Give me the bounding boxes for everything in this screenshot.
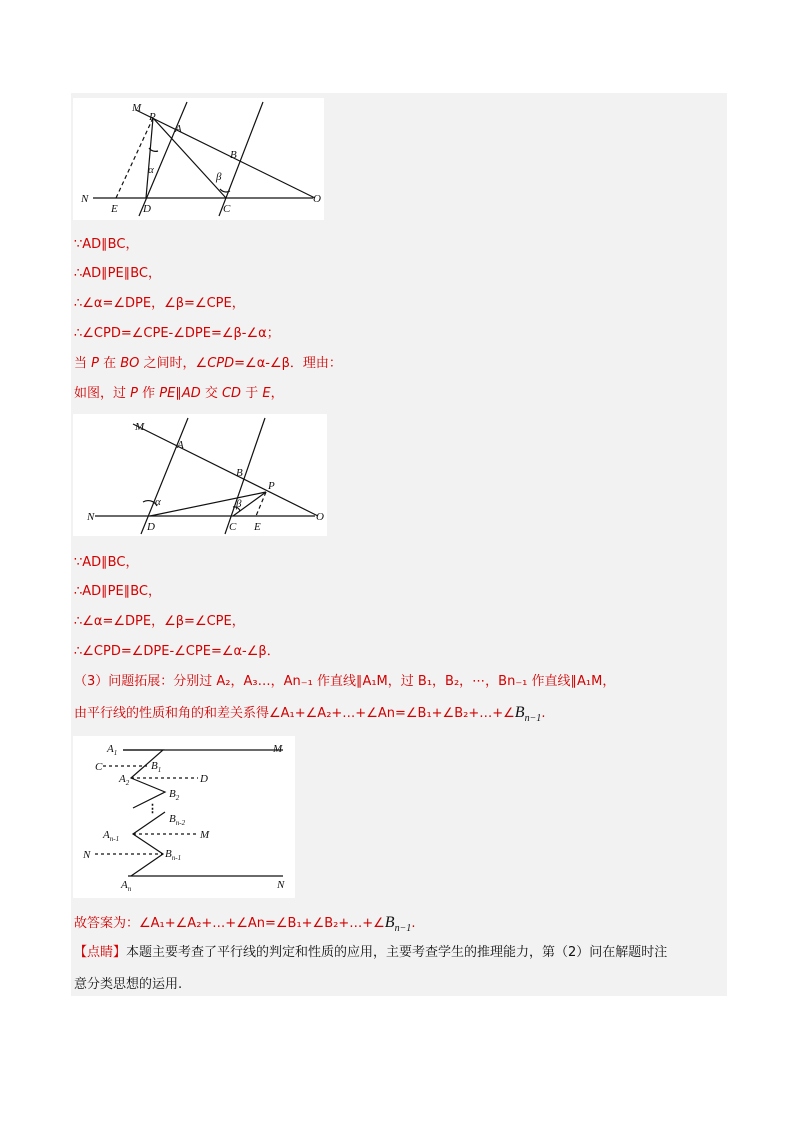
label-p: P bbox=[149, 111, 156, 123]
label-beta: β bbox=[236, 498, 242, 510]
label-p: P bbox=[268, 480, 275, 492]
line-ad bbox=[139, 102, 187, 216]
label-m: M bbox=[135, 421, 145, 433]
label-m-mid: M bbox=[200, 829, 210, 841]
label-n: N bbox=[81, 193, 89, 205]
text-line-2: ∴AD∥PE∥BC， bbox=[74, 266, 161, 281]
label-vertical-dots: ⋮ bbox=[147, 803, 158, 815]
label-o: O bbox=[313, 193, 321, 205]
label-c: C bbox=[229, 521, 237, 533]
figure-3 bbox=[73, 736, 295, 898]
label-b: B bbox=[236, 467, 243, 479]
text-line-6: 如图，过 P 作 PE∥AD 交 CD 于 E， bbox=[74, 386, 284, 401]
label-alpha: α bbox=[155, 496, 161, 508]
label-c: C bbox=[95, 761, 103, 773]
figure-3-diagram bbox=[73, 736, 295, 898]
text-line-10: ∴∠CPD=∠DPE-∠CPE=∠α-∠β． bbox=[74, 644, 280, 659]
text-line-1: ∵AD∥BC， bbox=[74, 237, 139, 252]
label-d: D bbox=[200, 773, 208, 785]
zigzag-upper bbox=[123, 750, 165, 808]
label-d: D bbox=[147, 521, 155, 533]
label-n-left: N bbox=[83, 849, 91, 861]
label-n: N bbox=[87, 511, 95, 523]
line-bc bbox=[219, 102, 263, 216]
label-bn2: $B_{n-2}$ bbox=[169, 813, 186, 827]
text-line-11: （3）问题拓展：分别过 A₂，A₃…，An₋₁ 作直线∥A₁M，过 B₁，B₂，⋯，Bn₋₁ 作直线∥A₁M， bbox=[74, 674, 616, 689]
label-beta: β bbox=[216, 171, 222, 183]
text-line-7: ∵AD∥BC， bbox=[74, 555, 139, 570]
figure-1-diagram bbox=[73, 98, 324, 220]
text-line-13: 故答案为：$\angle A_1+\angle A_2+\dots+\angle An=\angle B_1+\angle B_2+\dots+\angle B_{n-1}$. bbox=[74, 914, 416, 935]
label-n-bottom: N bbox=[277, 879, 285, 891]
label-m-top: M bbox=[273, 743, 283, 755]
label-an1: $A_{n-1}$ bbox=[103, 829, 120, 843]
text-line-3: ∴∠α=∠DPE，∠β=∠CPE， bbox=[74, 296, 245, 311]
label-o: O bbox=[316, 511, 324, 523]
text-line-14: 【点睛】本题主要考查了平行线的判定和性质的应用，主要考查学生的推理能力，第（2）问在解题时注 bbox=[74, 945, 668, 960]
label-a1: $A_1$ bbox=[107, 743, 118, 757]
text-line-4: ∴∠CPD=∠CPE-∠DPE=∠β-∠α； bbox=[74, 326, 280, 341]
label-a: A bbox=[175, 123, 182, 135]
zigzag-lower bbox=[131, 812, 165, 876]
label-m: M bbox=[132, 102, 142, 114]
label-c: C bbox=[223, 203, 231, 215]
label-a2: $A_2$ bbox=[119, 773, 130, 787]
figure-1 bbox=[73, 98, 324, 220]
text-line-5: 当 P 在 BO 之间时，∠CPD=∠α-∠β．理由： bbox=[74, 356, 342, 371]
label-b2: $B_2$ bbox=[169, 788, 180, 802]
label-a: A bbox=[177, 439, 184, 451]
text-line-15: 意分类思想的运用. bbox=[74, 977, 183, 992]
label-alpha: α bbox=[148, 164, 154, 176]
figure-2-diagram bbox=[73, 414, 327, 536]
label-e: E bbox=[254, 521, 261, 533]
text-line-9: ∴∠α=∠DPE，∠β=∠CPE， bbox=[74, 614, 245, 629]
label-an: $A_n$ bbox=[121, 879, 132, 893]
label-d: D bbox=[143, 203, 151, 215]
label-b1: $B_1$ bbox=[151, 760, 162, 774]
line-mo bbox=[136, 110, 315, 198]
figure-2 bbox=[73, 414, 327, 536]
label-e: E bbox=[111, 203, 118, 215]
text-line-8: ∴AD∥PE∥BC， bbox=[74, 584, 161, 599]
label-bn1: $B_{n-1}$ bbox=[165, 848, 182, 862]
label-b: B bbox=[230, 149, 237, 161]
text-line-12: 由平行线的性质和角的和差关系得$\angle A_1+\angle A_2+\dots+\angle An=\angle B_1+\angle B_2+\dots+\angle B_{n-1}$. bbox=[74, 704, 546, 725]
